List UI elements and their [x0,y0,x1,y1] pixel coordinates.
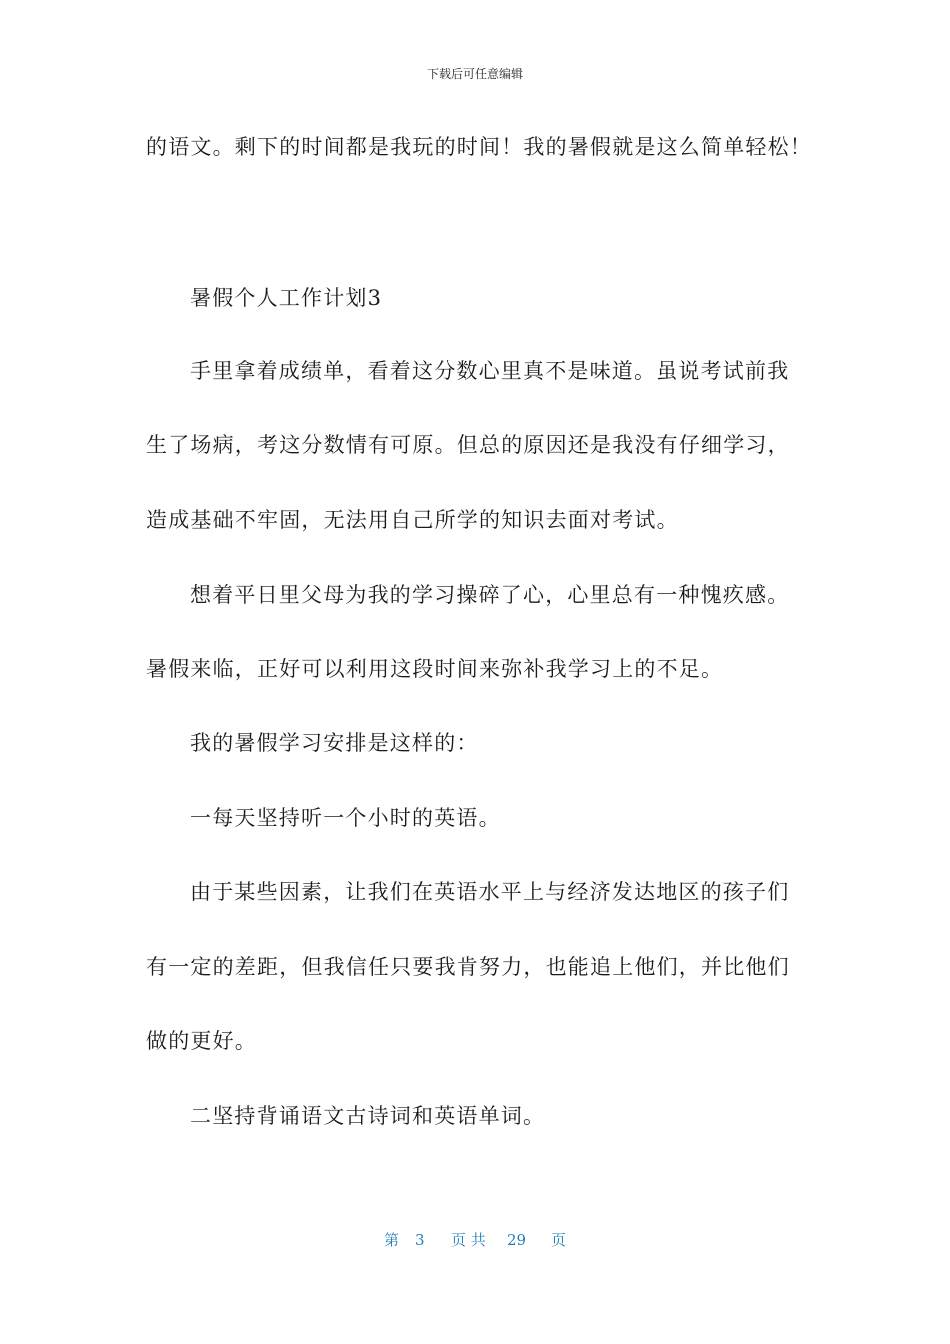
paragraph-line: 做的更好。 [146,1029,257,1053]
section-title: 暑假个人工作计划3 [190,286,383,310]
paragraph-line: 想着平日里父母为我的学习操碎了心，心里总有一种愧疚感。 [190,583,790,607]
paragraph-line: 我的暑假学习安排是这样的： [190,731,479,755]
page-header: 下载后可任意编辑 [426,67,523,81]
paragraph-line: 手里拿着成绩单，看着这分数心里真不是味道。虽说考试前我 [190,359,790,383]
page-footer [0,1230,950,1250]
total-pages: 29 [507,1231,527,1249]
paragraph-line: 暑假来临，正好可以利用这段时间来弥补我学习上的不足。 [146,657,724,681]
paragraph-line: 有一定的差距，但我信任只要我肯努力，也能追上他们，并比他们 [146,955,790,979]
page-number: 3 [415,1231,425,1249]
list-item: 二坚持背诵语文古诗词和英语单词。 [190,1104,546,1128]
paragraph-line: 生了场病，考这分数情有可原。但总的原因还是我没有仔细学习， [146,433,790,457]
page-label-prefix: 第 [384,1231,400,1249]
page-label-suffix: 页 [551,1231,567,1249]
page-label-mid: 页 共 [451,1231,486,1249]
paragraph-line: 的语文。剩下的时间都是我玩的时间！我的暑假就是这么简单轻松！ [146,135,812,159]
list-item: 一每天坚持听一个小时的英语。 [190,806,501,830]
paragraph-line: 造成基础不牢固，无法用自己所学的知识去面对考试。 [146,508,679,532]
paragraph-line: 由于某些因素，让我们在英语水平上与经济发达地区的孩子们 [190,880,790,904]
